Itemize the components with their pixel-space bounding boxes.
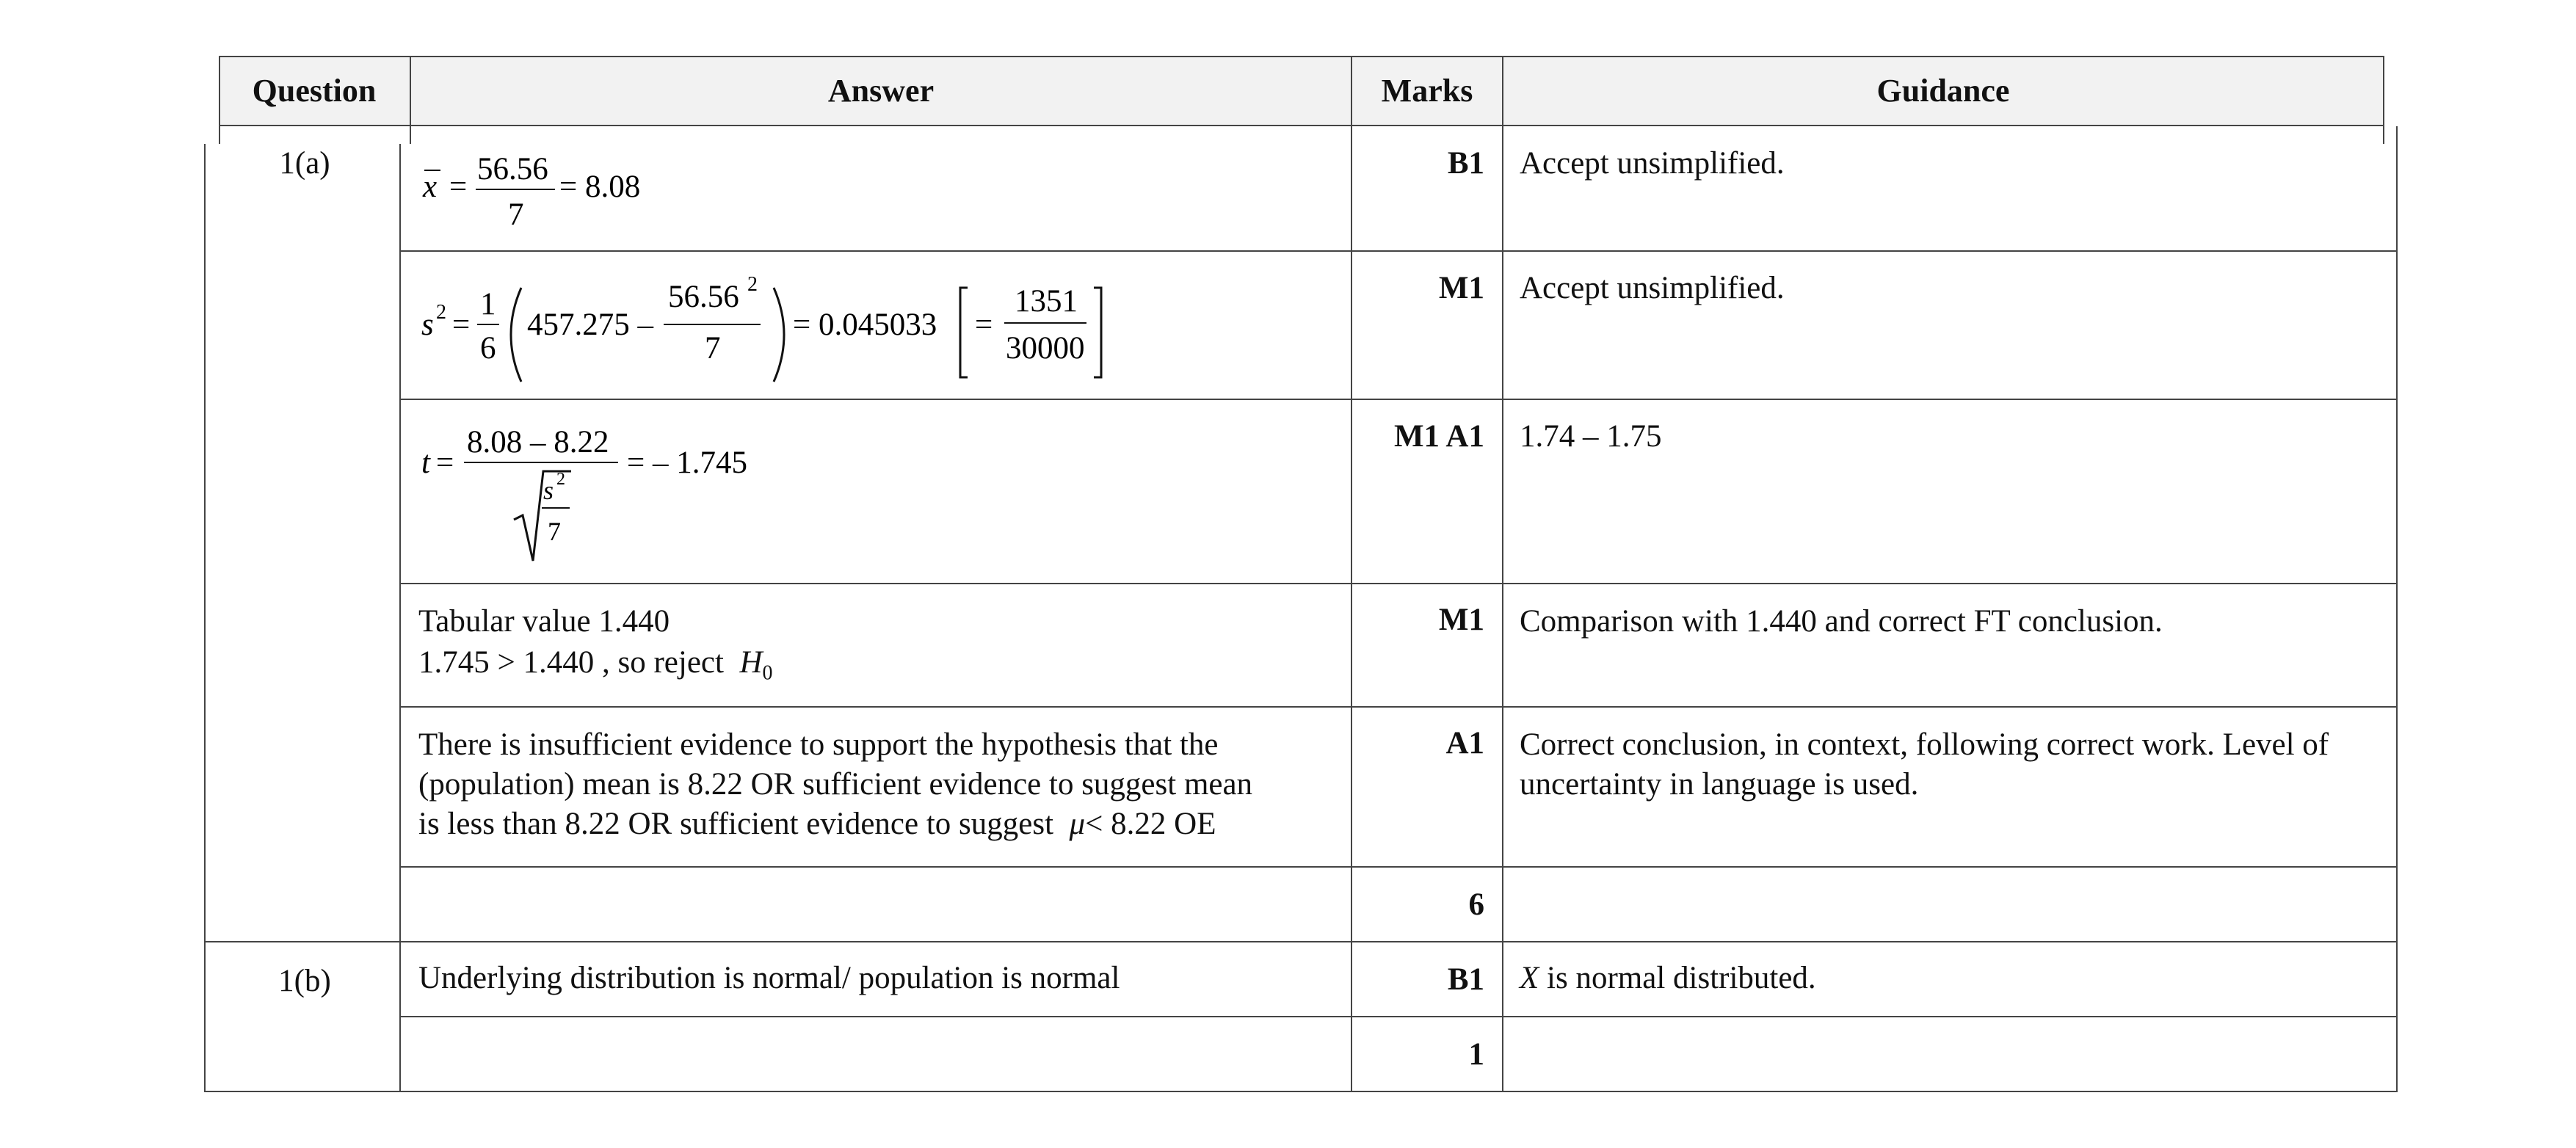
answer-variance [418,273,1343,396]
question-label-1a: 1(a) [279,146,330,181]
guidance-row4: Comparison with 1.440 and correct FT conclusion. [1520,604,2163,639]
row-divider [399,583,2398,584]
svg-text:56.56: 56.56 [668,280,739,314]
comparison-text: 1.745 > 1.440 , so reject [418,645,724,680]
table-bottom-border [204,1091,2398,1092]
row-divider [399,706,2398,708]
marks-row1: B1 [1447,146,1484,181]
answer-1b: Underlying distribution is normal/ population is normal [418,961,1120,995]
x-variable: X [1520,961,1539,995]
header-marks: Marks [1381,73,1473,109]
answer-conclusion-line1: There is insufficient evidence to support the hypothesis that the [418,727,1219,762]
marks-row5: A1 [1445,726,1484,760]
xbar-formula [418,145,712,248]
conclusion-text: is less than 8.22 OR sufficient evidence to suggest [418,807,1054,841]
answer-tabular-line1: Tabular value 1.440 [418,604,670,639]
guidance-1b-text: is normal distributed. [1547,961,1816,995]
svg-text:s: s [421,308,434,342]
table-question-divider [399,144,401,1092]
answer-conclusion-line3 [418,804,1216,844]
guidance-row2: Accept unsimplified. [1520,271,1785,305]
marks-row4: M1 [1438,603,1484,637]
xbar-den: 7 [508,197,524,232]
answer-t-statistic [418,417,1343,578]
svg-text:457.275 –: 457.275 – [527,308,653,342]
answer-tabular-line2 [418,643,773,694]
table-marks-divider [1502,126,1503,1092]
svg-text:2: 2 [747,273,758,296]
svg-text:=: = [436,446,454,480]
svg-text:8.08 – 8.22: 8.08 – 8.22 [467,425,609,459]
conclusion-inequality: < 8.22 OE [1085,807,1216,841]
answer-xbar [418,145,1343,248]
h-symbol: H [739,645,763,680]
xbar-var: x [423,170,438,204]
svg-text:=: = [452,308,471,342]
row-divider [399,866,2398,868]
xbar-num: 56.56 [477,152,548,186]
svg-text:= 0.045033: = 0.045033 [793,308,937,342]
guidance-row1: Accept unsimplified. [1520,146,1785,181]
svg-text:7: 7 [548,517,561,546]
svg-text:=: = [975,308,993,342]
marks-1b-row1: B1 [1447,962,1484,997]
mu-symbol: μ [1069,807,1086,841]
svg-text:= – 1.745: = – 1.745 [627,446,748,480]
row-divider [399,250,2398,252]
header-question: Question [252,73,377,109]
table-left-border [204,144,206,1092]
svg-text:1: 1 [480,287,496,321]
table-right-border [2396,126,2398,1092]
row-divider [399,1016,2398,1017]
header-guidance: Guidance [1876,73,2010,109]
header-divider [2383,56,2384,144]
xbar-result: = 8.08 [559,170,641,204]
marks-row3: M1 A1 [1393,419,1484,454]
svg-text:7: 7 [705,331,721,366]
question-label-1b: 1(b) [278,964,331,998]
svg-text:2: 2 [556,470,565,489]
marks-total-1a: 6 [1468,887,1484,922]
svg-text:1351: 1351 [1015,284,1078,319]
header-answer: Answer [827,73,935,109]
svg-text:6: 6 [480,331,496,366]
marks-row2: M1 [1438,271,1484,305]
svg-text:30000: 30000 [1006,331,1085,366]
guidance-1b [1520,959,1816,998]
svg-text:s: s [543,476,554,505]
svg-text:=: = [449,170,468,204]
svg-text:2: 2 [436,301,446,324]
variance-formula [418,273,1153,396]
row-divider [204,941,2398,942]
h-subscript: 0 [762,661,773,685]
answer-conclusion-line2: (population) mean is 8.22 OR sufficient evidence to suggest mean [418,767,1253,802]
marks-total-1b: 1 [1468,1037,1484,1072]
t-formula [418,417,859,578]
row-divider [399,399,2398,400]
guidance-row3: 1.74 – 1.75 [1520,419,1662,454]
guidance-row5: Correct conclusion, in context, following correct work. Level of uncertainty in language is used. [1520,727,2329,802]
svg-text:t: t [421,446,430,480]
table-answer-divider [1351,126,1352,1092]
